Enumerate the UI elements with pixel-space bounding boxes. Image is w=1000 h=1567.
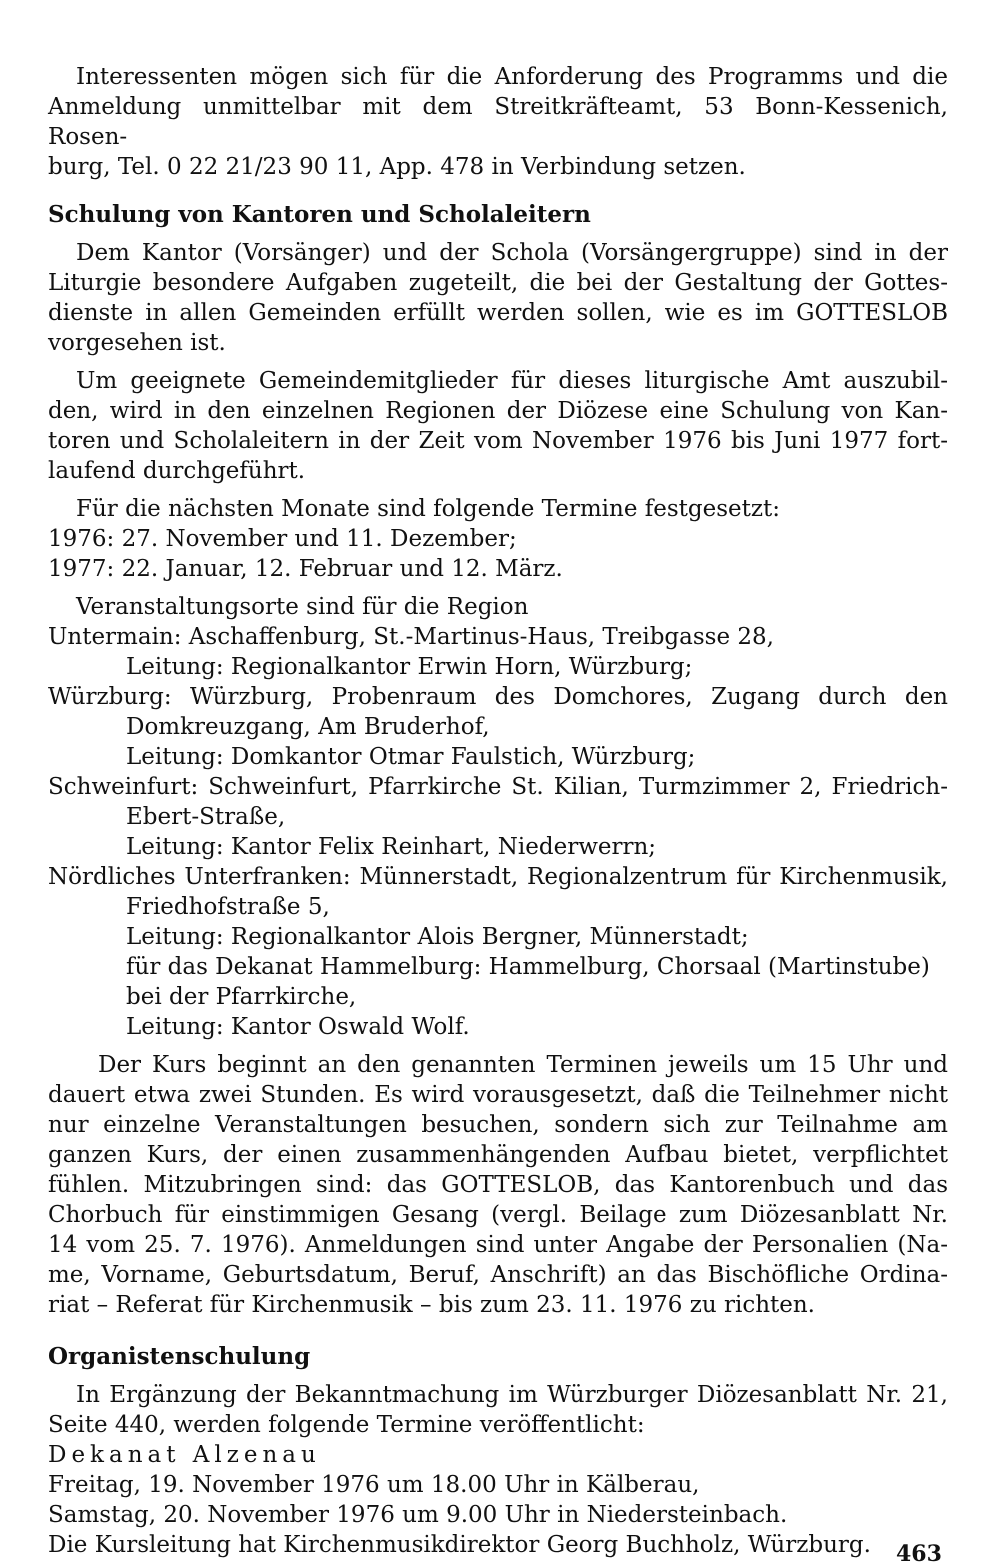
paragraph-schulung [48, 366, 948, 486]
page-number: 463 [896, 1541, 942, 1567]
venue-line: Leitung: Domkantor Otmar Faulstich, Würzburg; [126, 744, 696, 770]
text-line: In Ergänzung der Bekanntmachung im Würzburger Diözesanblatt Nr. 21, [76, 1382, 948, 1408]
text-line: me, Vorname, Geburtsdatum, Beruf, Anschrift) an das Bischöfliche Ordina- [48, 1262, 948, 1288]
text-line: Die Kursleitung hat Kirchenmusikdirektor Georg Buchholz, Würzburg. [48, 1532, 871, 1558]
text-line: fühlen. Mitzubringen sind: das GOTTESLOB, das Kantorenbuch und das [48, 1172, 948, 1198]
text-line: nur einzelne Veranstaltungen besuchen, sondern sich zur Teilnahme am [48, 1112, 948, 1138]
dates-block [48, 494, 948, 584]
dekanat-line: Dekanat Alzenau [48, 1442, 321, 1468]
venue-line: für das Dekanat Hammelburg: Hammelburg, Chorsaal (Martinstube) [126, 954, 930, 980]
text-line: laufend durchgeführt. [48, 458, 306, 484]
venue-line: Friedhofstraße 5, [126, 894, 330, 920]
paragraph-organisten [48, 1380, 948, 1560]
text-line: Liturgie besondere Aufgaben zugeteilt, die bei der Gestaltung der Gottes- [48, 270, 948, 296]
venue-line: Nördliches Unterfranken: Münnerstadt, Regionalzentrum für Kirchenmusik, [48, 864, 948, 890]
intro-paragraph [48, 62, 948, 182]
venue-line: Würzburg: Würzburg, Probenraum des Domchores, Zugang durch den [48, 684, 948, 710]
text-line: 1977: 22. Januar, 12. Februar und 12. März. [48, 556, 563, 582]
venue-line: Leitung: Kantor Oswald Wolf. [126, 1014, 470, 1040]
venue-line: Leitung: Regionalkantor Alois Bergner, Münnerstadt; [126, 924, 749, 950]
text-line: ganzen Kurs, der einen zusammenhängenden Aufbau bietet, verpflichtet [48, 1142, 948, 1168]
text-line: Chorbuch für einstimmigen Gesang (vergl. Beilage zum Diözesanblatt Nr. [48, 1202, 948, 1228]
venues-block [48, 592, 948, 1042]
venue-line: Leitung: Regionalkantor Erwin Horn, Würzburg; [126, 654, 693, 680]
text-line: Seite 440, werden folgende Termine veröffentlicht: [48, 1412, 645, 1438]
text-line: Veranstaltungsorte sind für die Region [76, 594, 529, 620]
text-line: Für die nächsten Monate sind folgende Termine festgesetzt: [76, 496, 781, 522]
text-line: 1976: 27. November und 11. Dezember; [48, 526, 517, 552]
text-line: dauert etwa zwei Stunden. Es wird vorausgesetzt, daß die Teilnehmer nicht [48, 1082, 948, 1108]
text-line: 14 vom 25. 7. 1976). Anmeldungen sind unter Angabe der Personalien (Na- [48, 1232, 948, 1258]
text-line: Um geeignete Gemeindemitglieder für dieses liturgische Amt auszubil- [76, 368, 948, 394]
document-page [48, 62, 948, 1560]
section-heading-organisten: Organistenschulung [48, 1343, 311, 1370]
text-line: Samstag, 20. November 1976 um 9.00 Uhr in Niedersteinbach. [48, 1502, 788, 1528]
section-heading-kantoren: Schulung von Kantoren und Scholaleitern [48, 201, 591, 228]
text-line: Dem Kantor (Vorsänger) und der Schola (Vorsängergruppe) sind in der [76, 240, 948, 266]
text-line: riat – Referat für Kirchenmusik – bis zum 23. 11. 1976 zu richten. [48, 1292, 815, 1318]
text-line: Interessenten mögen sich für die Anforderung des Programms und die [76, 64, 948, 90]
text-line: burg, Tel. 0 22 21/23 90 11, App. 478 in Verbindung setzen. [48, 154, 746, 180]
text-line: Freitag, 19. November 1976 um 18.00 Uhr in Kälberau, [48, 1472, 700, 1498]
venue-line: bei der Pfarrkirche, [126, 984, 357, 1010]
text-line: Anmeldung unmittelbar mit dem Streitkräfteamt, 53 Bonn-Kessenich, Rosen- [48, 94, 948, 150]
venue-line: Domkreuzgang, Am Bruderhof, [126, 714, 490, 740]
paragraph-kantor [48, 238, 948, 358]
text-line: Der Kurs beginnt an den genannten Terminen jeweils um 15 Uhr und [98, 1052, 948, 1078]
venue-line: Untermain: Aschaffenburg, St.-Martinus-Haus, Treibgasse 28, [48, 624, 774, 650]
venue-line: Leitung: Kantor Felix Reinhart, Niederwerrn; [126, 834, 657, 860]
text-line: den, wird in den einzelnen Regionen der Diözese eine Schulung von Kan- [48, 398, 948, 424]
text-line: dienste in allen Gemeinden erfüllt werden sollen, wie es im GOTTESLOB [48, 300, 948, 326]
venue-line: Ebert-Straße, [126, 804, 286, 830]
venue-line: Schweinfurt: Schweinfurt, Pfarrkirche St. Kilian, Turmzimmer 2, Friedrich- [48, 774, 948, 800]
paragraph-kurs [48, 1050, 948, 1320]
text-line: vorgesehen ist. [48, 330, 226, 356]
text-line: toren und Scholaleitern in der Zeit vom November 1976 bis Juni 1977 fort- [48, 428, 948, 454]
